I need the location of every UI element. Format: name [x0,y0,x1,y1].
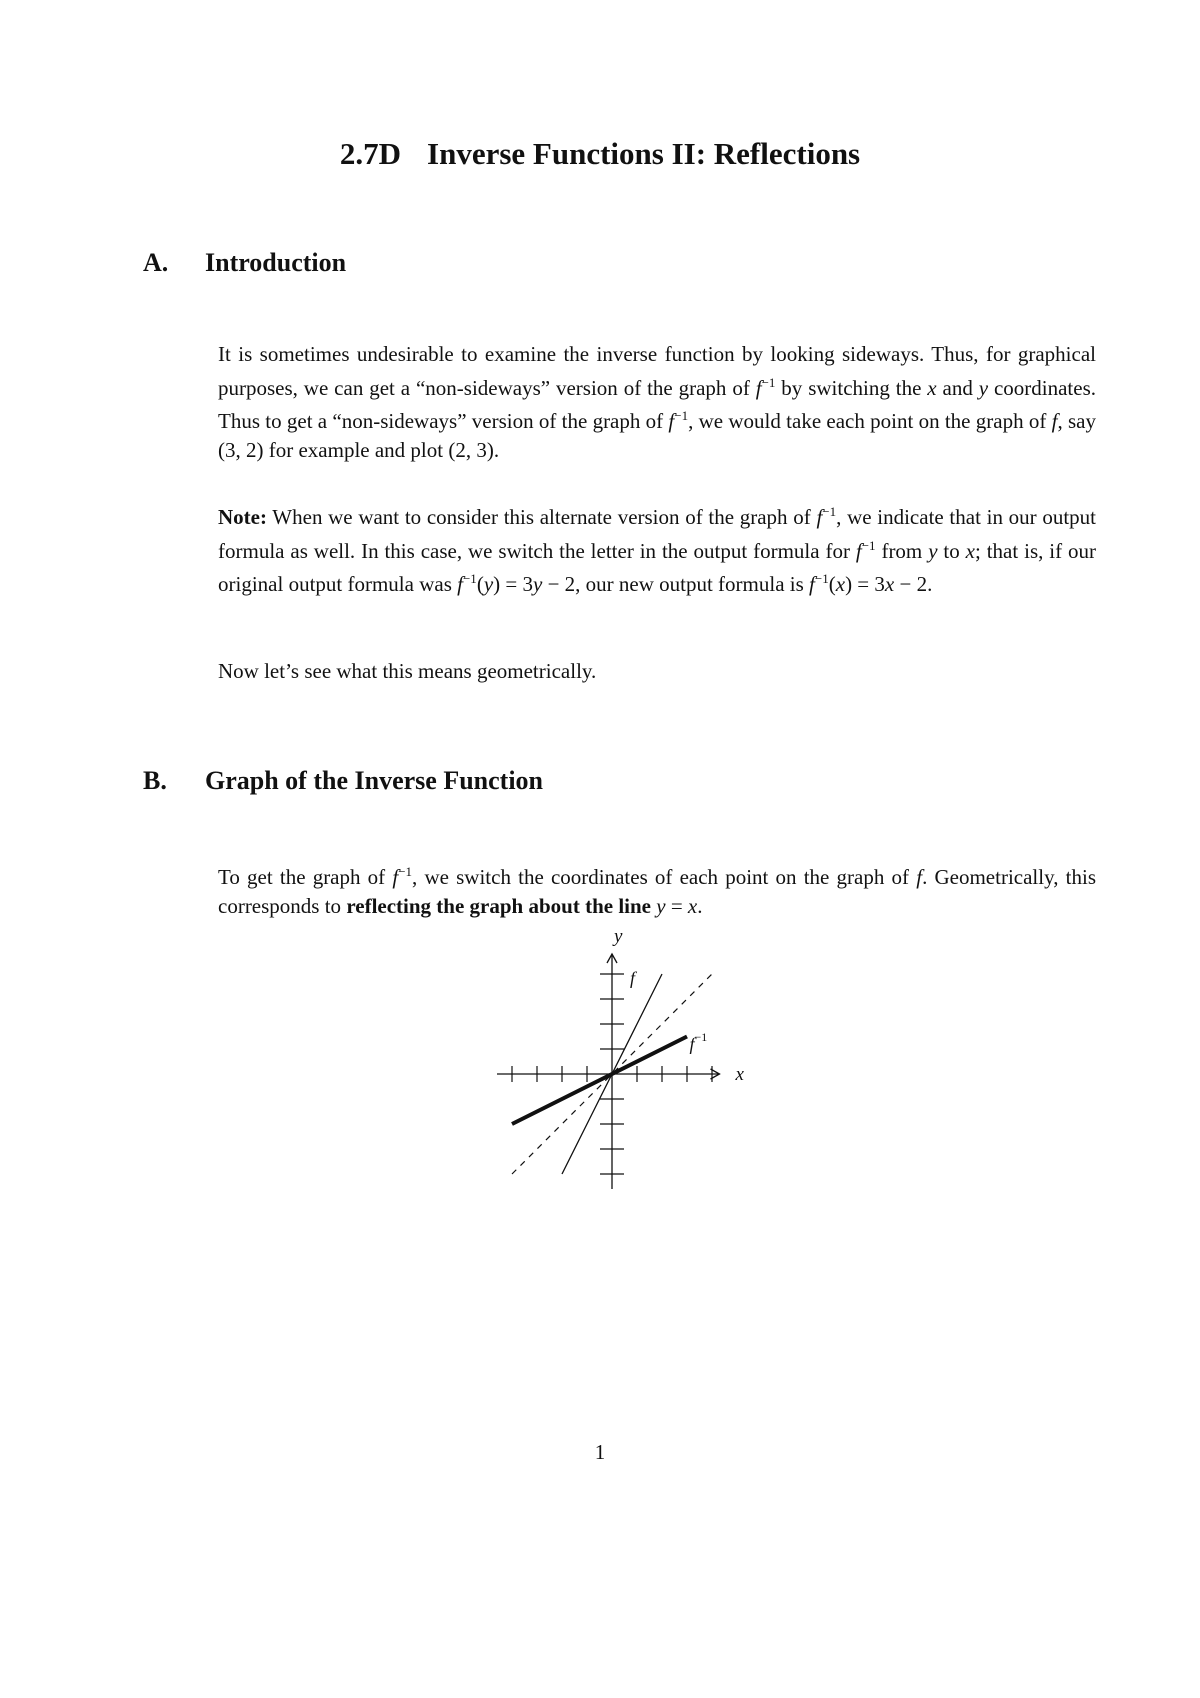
f-inverse-label-base: f [689,1034,695,1054]
math-variable: f [855,538,862,563]
text-run: Now let’s see what this means geometrically. [218,659,597,683]
math-variable: x [687,893,698,918]
section-a-paragraph-1 [218,340,1096,464]
text-run: coordinates. Thus to get a “non-sideways” version of the graph of [218,375,1096,433]
text-run: . Geometrically, this corresponds to [218,865,1096,918]
title-number: 2.7D [339,136,402,171]
superscript: −1 [398,864,413,879]
text-run: and [936,375,979,400]
math-variable: x [884,572,895,596]
text-run: To get the graph of [218,865,393,889]
text-run: , we indicate that in our output formula as well. In this case, we switch the letter in the output formula for [218,505,1096,563]
text-run: by switching the [775,375,928,400]
section-b-title: Graph of the Inverse Function [205,766,543,795]
text-run: ) = 3 [493,572,533,596]
math-variable: y [656,893,666,918]
math-variable: f [816,505,823,529]
f-inverse-graph-line [512,1037,687,1125]
axes [497,954,720,1189]
text-run: , we would take each point on the graph of [688,409,1052,433]
text-run: from [875,538,929,563]
x-axis-label: x [735,1064,744,1085]
text-run: − 2, our new output formula is [542,572,810,596]
text-run: ; that is, if our original output formula was [218,538,1096,596]
math-variable: f [1051,409,1058,433]
text-run: = [665,893,688,918]
section-b-heading [143,766,543,796]
section-a-heading [143,248,346,278]
text-run: to [937,538,966,563]
section-a-note-paragraph [218,498,1096,599]
text-run: It is sometimes undesirable to examine the inverse function by looking sideways. Thus, for graphical purposes, we can get a “non-sideways” version of the graph of [218,342,1096,400]
bold-text: reflecting the graph about the line [346,893,651,918]
text-run: When we want to consider this alternate version of the graph of [266,505,817,529]
superscript: −1 [861,537,876,553]
f-inverse-label [690,1030,708,1054]
superscript: −1 [761,374,776,390]
math-variable: f [392,865,399,889]
section-b-letter: B. [143,766,167,795]
page-title [0,136,1200,172]
math-variable: y [978,375,989,400]
section-a-paragraph-3 [218,657,1096,686]
page-number: 1 [594,1440,606,1464]
math-variable: y [928,538,938,563]
text-run: ( [476,572,484,596]
text-run: , we switch the coordinates of each point on the graph of [412,865,917,889]
superscript: −1 [462,571,477,586]
title-text: Inverse Functions II: Reflections [427,136,861,171]
math-variable: f [916,865,923,889]
math-variable: f [457,572,463,596]
text-run: , say (3, 2) for example and plot (2, 3). [218,409,1096,462]
math-variable: f [755,375,762,400]
text-run: − 2. [894,572,933,596]
reflection-graph [480,920,770,1210]
text-run: ( [828,572,836,596]
section-b-paragraph-1 [218,858,1096,920]
text-run: ) = 3 [845,572,885,596]
f-label: f [630,968,636,988]
superscript: −1 [822,504,837,519]
superscript: −1 [674,408,689,423]
section-a-title: Introduction [205,248,347,277]
math-variable: x [835,572,846,596]
math-variable: f [809,572,815,596]
text-run: . [697,893,703,918]
f-inverse-label-sup: −1 [694,1030,708,1044]
superscript: −1 [814,571,829,586]
math-variable: x [965,538,975,563]
math-variable: y [532,572,543,596]
y-axis-label: y [614,926,623,947]
math-variable: y [483,572,494,596]
math-variable: f [668,409,675,433]
math-variable: x [927,375,937,400]
section-a-letter: A. [143,248,169,277]
bold-text: Note: [218,505,267,529]
